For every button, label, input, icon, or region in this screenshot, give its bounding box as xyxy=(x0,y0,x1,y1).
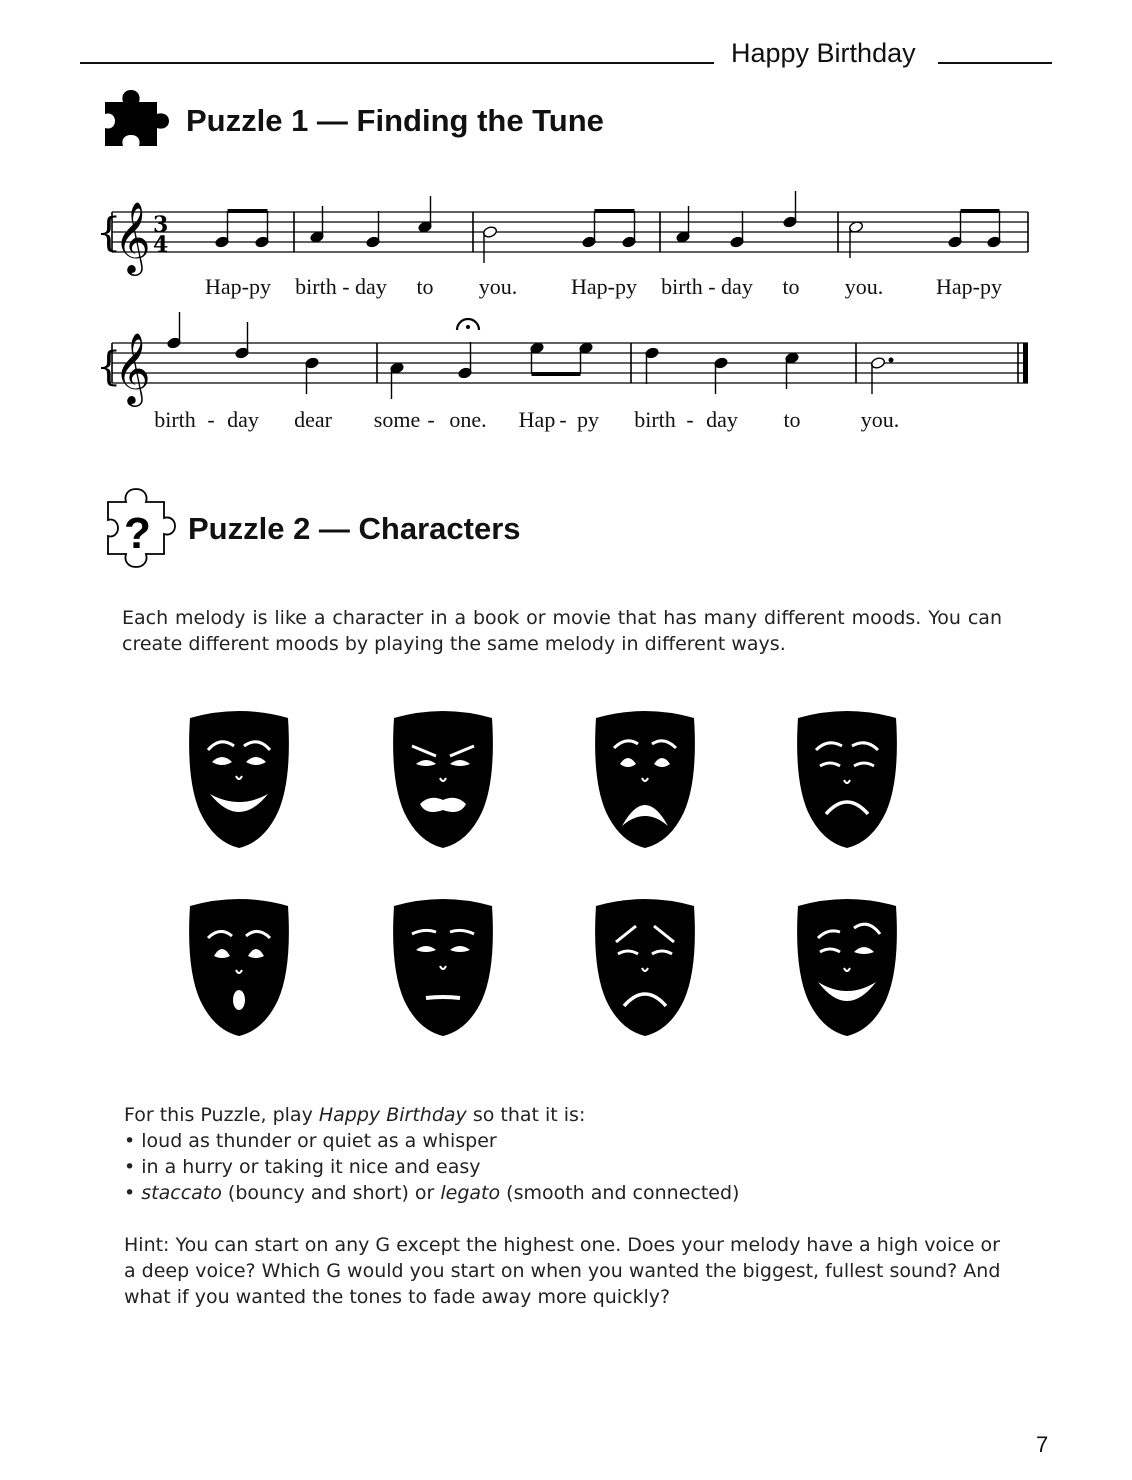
playful-mask-icon xyxy=(792,898,902,1038)
lyric-syllable: - xyxy=(559,407,567,432)
lyric-syllable: you. xyxy=(478,274,518,299)
puzzle-1-heading: Puzzle 1 — Finding the Tune xyxy=(186,103,604,138)
question-puzzle-icon xyxy=(100,484,178,576)
lyric-syllable: you. xyxy=(860,407,900,432)
surprised-mask-icon xyxy=(184,898,294,1038)
lyric-syllable: you. xyxy=(844,274,884,299)
lyric-syllable: dear xyxy=(294,407,332,432)
svg-text:{: { xyxy=(96,344,122,390)
lyric-syllable: - xyxy=(686,407,694,432)
time-signature-top: 3 xyxy=(153,212,169,238)
lyric-syllable: to xyxy=(416,274,434,299)
worried-mask-icon xyxy=(590,898,700,1038)
list-item: • staccato (bouncy and short) or legato (smooth and connected) xyxy=(124,1182,740,1204)
page-number: 7 xyxy=(1036,1432,1049,1457)
instructions-block xyxy=(124,1102,1024,1206)
lyric-syllable: birth xyxy=(634,407,676,432)
neutral-mask-icon xyxy=(388,898,498,1038)
lyric-syllable: to xyxy=(782,274,800,299)
lyric-syllable: Hap-py xyxy=(205,274,271,299)
song-title: Happy Birthday xyxy=(318,1104,467,1126)
lyric-syllable: one. xyxy=(449,407,487,432)
lyric-syllable: birth - day xyxy=(295,274,387,299)
lyric-syllable: to xyxy=(783,407,801,432)
lyric-syllable: Hap-py xyxy=(936,274,1002,299)
sad-mask-icon xyxy=(792,710,902,850)
intro-paragraph: Each melody is like a character in a book or movie that has many different moods. You can create different moods by playing the same melody in different ways. xyxy=(122,607,1002,655)
lyric-syllable: day xyxy=(227,407,259,432)
lyric-syllable: some xyxy=(373,407,421,432)
lyric-syllable: birth xyxy=(154,407,196,432)
happy-mask-icon xyxy=(184,710,294,850)
lyric-syllable: py xyxy=(577,407,599,432)
time-signature-bottom: 4 xyxy=(153,232,169,258)
lyric-syllable: Hap-py xyxy=(571,274,637,299)
lyric-syllable: - xyxy=(207,407,215,432)
music-staff-line-2 xyxy=(0,0,1132,420)
upset-mask-icon xyxy=(590,710,700,850)
puzzle-2-heading: Puzzle 2 — Characters xyxy=(188,511,521,546)
lyric-syllable: birth - day xyxy=(661,274,753,299)
lyric-syllable: Hap xyxy=(518,407,556,432)
running-header-title: Happy Birthday xyxy=(731,38,916,68)
lyric-syllable: - xyxy=(427,407,435,432)
hint-paragraph: Hint: You can start on any G except the highest one. Does your melody have a high voice or a deep voice? Which G would you start on when you wanted the biggest, fullest sound? And what if you wanted the tones to fade away more quickly? xyxy=(124,1234,1001,1308)
lyric-syllable: day xyxy=(706,407,738,432)
instructions-intro: For this Puzzle, play Happy Birthday so that it is: xyxy=(124,1104,586,1126)
angry-mask-icon xyxy=(388,710,498,850)
svg-text:{: { xyxy=(96,210,122,256)
svg-text:𝄞: 𝄞 xyxy=(114,200,151,273)
list-item: • loud as thunder or quiet as a whisper xyxy=(124,1130,497,1152)
list-item: • in a hurry or taking it nice and easy xyxy=(124,1156,481,1178)
svg-text:?: ? xyxy=(124,509,151,558)
svg-text:𝄞: 𝄞 xyxy=(114,331,151,404)
